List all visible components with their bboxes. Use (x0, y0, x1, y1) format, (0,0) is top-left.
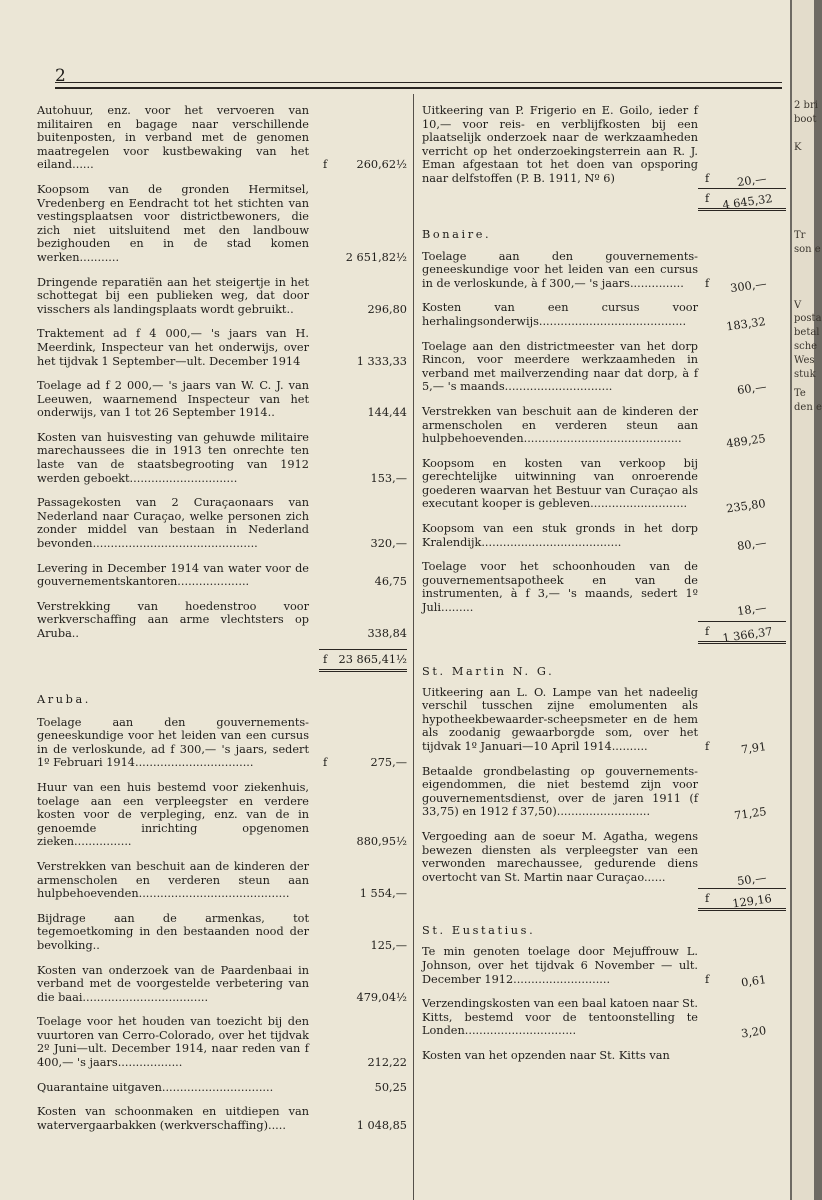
ledger-entry (37, 431, 409, 485)
entry-amount: 80,— (736, 535, 767, 553)
ledger-entry (422, 249, 787, 295)
adjacent-page-fragment: den e (794, 402, 822, 413)
entry-amount: 296,80 (367, 302, 407, 316)
ledger-entry (37, 912, 409, 953)
entry-description: Kosten van schoonmaken en uitdiepen van watervergaarbakken (werkverschaffing)..... (37, 1105, 309, 1132)
ledger-entry (422, 339, 787, 398)
entry-amount: 50,— (736, 870, 767, 888)
ledger-entry (422, 301, 787, 334)
entry-amount: 0,61 (740, 972, 767, 990)
ledger-entry (422, 1049, 787, 1063)
entry-description: Dringende reparatiën aan het steigertje in het schottegat bij een publieken weg, dat door visschers als landingsplaats wordt gebruikt.. (37, 275, 309, 316)
total-amount: 23 865,41½ (338, 652, 407, 666)
currency-symbol: f (323, 652, 328, 666)
entry-amount: 71,25 (733, 805, 767, 823)
ledger-entry (422, 104, 787, 190)
entry-description: Quarantaine uitgaven............................... (37, 1080, 274, 1094)
entry-amount: 60,— (736, 380, 767, 398)
entry-amount: 144,44 (367, 406, 407, 420)
ledger-entry (37, 104, 409, 172)
entry-description: Kosten van een cursus voor herhalingsonderwijs......................................... (422, 301, 698, 328)
entry-description: Uitkeering van P. Frigerio en E. Goilo, ieder f 10,— voor reis- en verblijfkosten bij een plaatselijk onderzoek naar de werkzaamheden verricht op het onderzoekingsterrein aan R. J. Eman afgestaan tot het doen van opsporing naar delfstoffen (P. B. 1911, Nº 6) (422, 104, 698, 185)
adjacent-page-fragment: Te (794, 388, 806, 399)
total-rule (319, 649, 407, 650)
entry-description: Kosten van huisvesting van gehuwde militaire marechaussees die in 1913 ten onrechte ten laste van de staatsbegrooting van 1912 werden geboekt.............................. (37, 430, 309, 485)
adjacent-page-fragment: boot (794, 114, 817, 125)
entry-description: Verzendingskosten van een baal katoen naar St. Kitts, bestemd voor de tentoonstelling te Londen............................... (422, 997, 699, 1038)
currency-symbol: f (323, 756, 328, 770)
entry-amount: 125,— (370, 938, 407, 952)
header-rule-thick (55, 87, 782, 89)
entry-amount: 20,— (736, 172, 767, 190)
entry-amount: 46,75 (374, 575, 407, 589)
entry-description: Traktement ad f 4 000,— 's jaars van H. Meerdink, Inspecteur van het onderwijs, over het tijdvak 1 September—ult. December 1914 (37, 327, 309, 368)
entry-description: Vergoeding aan de soeur M. Agatha, wegens bewezen diensten als verpleegster van een verwonden marechaussee, gedurende diens overtocht van St. Martin naar Curaçao...... (422, 829, 698, 884)
section-heading: Aruba. (37, 692, 91, 706)
entry-amount: 183,32 (725, 315, 767, 334)
entry-amount: 479,04½ (356, 990, 407, 1004)
entry-description: Toelage aan den gouvernements-geneeskundige voor het leiden van een cursus in de verloskunde, à f 300,— 's jaars............... (422, 249, 698, 290)
ledger-entry (37, 379, 409, 420)
adjacent-page-fragment: K (794, 142, 802, 153)
page-number: 2 (55, 66, 66, 86)
ledger-entry (37, 1015, 409, 1069)
total-double-rule (698, 908, 786, 911)
entry-amount: 1 333,33 (356, 354, 407, 368)
section-heading: Bonaire. (422, 227, 492, 241)
entry-description: Levering in December 1914 van water voor de gouvernementskantoren.................... (37, 561, 309, 589)
entry-description: Verstrekken van beschuit aan de kinderen der armenscholen en verderen steun aan hulpbehoevenden............................................ (422, 404, 698, 446)
ledger-entry (37, 716, 409, 770)
entry-description: Te min genoten toelage door Mejuffrouw L. Johnson, over het tijdvak 6 November — ult. December 1912........................... (422, 945, 698, 986)
entry-amount: 2 651,82½ (345, 250, 407, 264)
entry-amount: 260,62½ (356, 158, 407, 172)
ledger-entry (422, 522, 787, 553)
section-heading: St. Martin N. G. (422, 664, 555, 678)
entry-amount: 7,91 (740, 740, 767, 757)
ledger-entry (422, 685, 787, 757)
ledger-entry (37, 562, 409, 589)
adjacent-page-fragment: betal (794, 327, 820, 338)
adjacent-page-fragment: posta (794, 313, 822, 324)
entry-amount: 153,— (370, 471, 407, 485)
entry-amount: 300,— (729, 276, 767, 295)
entry-amount: 3,20 (740, 1024, 767, 1041)
ledger-entry (37, 964, 409, 1005)
ledger-entry (37, 1105, 409, 1132)
ledger-entry (37, 781, 409, 849)
column-divider (413, 94, 414, 1200)
section-heading: St. Eustatius. (422, 924, 536, 938)
ledger-entry (37, 276, 409, 317)
section-total (422, 621, 787, 643)
entry-description: Huur van een huis bestemd voor ziekenhuis, toelage aan een verpleegster en verdere kosten voor de verpleging, enz. van de in genoemde inrichting opgenomen zieken................ (37, 780, 309, 849)
entry-description: Toelage voor het houden van toezicht bij den vuurtoren van Cerro-Colorado, over het tijdvak 2º Juni—ult. December 1914, naar reden van f 400,— 's jaars.................. (37, 1015, 309, 1070)
right-column (422, 104, 787, 1063)
currency-symbol: f (705, 191, 710, 205)
currency-symbol: f (705, 171, 710, 185)
total-amount: 129,16 (732, 892, 773, 911)
ledger-entry (37, 183, 409, 265)
total-double-rule (698, 641, 786, 644)
ledger-entry (422, 404, 787, 451)
entry-description: Bijdrage aan de armenkas, tot tegemoetkoming in den bestaanden nood der bevolking.. (37, 911, 309, 952)
entry-description: Passagekosten van 2 Curaçaonaars van Nederland naar Curaçao, welke personen zich zonder middel van bestaan in Nederland bevonden.............................................. (37, 496, 309, 551)
entry-description: Uitkeering aan L. O. Lampe van het nadeelig verschil tusschen zijne emolumenten als hypotheekbewaarder-scheepsmeter en de hem als zoodanig gewaarborgde som, over het tijdvak 1º Januari—10 April 1914.......... (422, 685, 698, 753)
adjacent-page-fragment: V (794, 300, 802, 311)
header-rule (55, 82, 782, 83)
ledger-entry (422, 764, 787, 823)
entry-description: Koopsom van een stuk gronds in het dorp Kralendijk....................................... (422, 522, 698, 549)
ledger-entry (37, 600, 409, 641)
entry-description: Betaalde grondbelasting op gouvernements-eigendommen, die niet bestemd zijn voor gouvernementsdienst, over de jaren 1911 (f 33,75) en 1912 f 37,50).......................... (422, 764, 698, 819)
ledger-entry (422, 945, 787, 990)
ledger-entry (422, 560, 787, 619)
entry-amount: 320,— (370, 537, 407, 551)
entry-description: Kosten van het opzenden naar St. Kitts van (422, 1048, 670, 1062)
ledger-entry (422, 997, 787, 1041)
total-double-rule (319, 669, 407, 672)
total-rule (698, 888, 786, 889)
entry-amount: 235,80 (725, 497, 767, 516)
entry-description: Toelage ad f 2 000,— 's jaars van W. C. J. van Leeuwen, waarnemend Inspecteur van het onderwijs, van 1 tot 26 September 1914.. (37, 379, 309, 420)
entry-amount: 338,84 (367, 627, 407, 640)
adjacent-page-fragment: stuk (794, 369, 816, 380)
total-double-rule (698, 208, 786, 211)
entry-description: Koopsom van de gronden Hermitsel, Vredenberg en Eendracht tot het stichten van vestingsplaatsen voor districtbewoners, die zich niet uitsluitend met den landbouw bezighouden en in de stad komen werken........... (37, 182, 309, 264)
adjacent-page-edge (792, 0, 822, 1200)
ledger-entry (37, 1081, 409, 1095)
total-rule (698, 188, 786, 189)
entry-amount: 880,95½ (356, 835, 407, 849)
adjacent-page-fragment: 2 bri (794, 100, 818, 111)
adjacent-page-fragment: Tr (794, 230, 806, 241)
adjacent-page-fragment: Wes (794, 355, 815, 366)
entry-amount: 1 048,85 (356, 1118, 407, 1132)
entry-description: Toelage voor het schoonhouden van de gouvernementsapotheek en van de instrumenten, à f 3,— 's maands, sedert 1º Juli......... (422, 560, 698, 615)
entry-amount: 212,22 (367, 1056, 407, 1070)
ledger-entry (37, 496, 409, 550)
entry-amount: 1 554,— (359, 887, 407, 901)
ledger-entry (37, 860, 409, 901)
ledger-entry (422, 456, 787, 516)
entry-amount: 489,25 (725, 432, 767, 451)
entry-description: Toelage aan den gouvernements-geneeskundige voor het leiden van een cursus in de verloskunde, ad f 300,— 's jaars, sedert 1º Februari 1914................................. (37, 715, 309, 770)
currency-symbol: f (705, 972, 710, 986)
entry-amount: 18,— (736, 601, 767, 619)
entry-description: Toelage aan den districtmeester van het dorp Rincon, voor meerdere werkzaamheden in verband met mailverzending naar dat dorp, à f 5,— 's maands.............................. (422, 339, 698, 394)
entry-description: Kosten van onderzoek van de Paardenbaai in verband met de voorgestelde verbetering van die baai................................... (37, 963, 309, 1004)
section-total (422, 888, 787, 910)
currency-symbol: f (705, 624, 710, 638)
currency-symbol: f (323, 158, 328, 172)
currency-symbol: f (705, 740, 710, 753)
section-total (422, 188, 787, 210)
total-rule (698, 621, 786, 622)
total-amount: 4 645,32 (721, 191, 773, 212)
entry-description: Verstrekking van hoedenstroo voor werkverschaffing aan arme vlechtsters op Aruba.. (37, 599, 309, 640)
total-amount: 1 366,37 (721, 624, 773, 645)
left-column (37, 104, 409, 1132)
currency-symbol: f (705, 892, 710, 906)
adjacent-page-fragment: son e (794, 244, 821, 255)
adjacent-page-fragment: sche (794, 341, 818, 352)
ledger-entry (37, 327, 409, 368)
entry-amount: 275,— (370, 756, 407, 770)
entry-description: Autohuur, enz. voor het vervoeren van militairen en bagage naar verschillende buitenposten, in verband met de genomen maatregelen voor kustbewaking van het eiland...... (37, 104, 309, 172)
section-total (37, 649, 409, 671)
currency-symbol: f (705, 276, 710, 290)
ledger-entry (422, 829, 787, 888)
entry-amount: 50,25 (374, 1080, 407, 1094)
entry-description: Koopsom en kosten van verkoop bij gerechtelijke uitwinning van onroerende goederen waarvan het Bestuur van Curaçao als executant kooper is gebleven........................... (422, 456, 698, 511)
entry-description: Verstrekken van beschuit aan de kinderen der armenscholen en verderen steun aan hulpbehoevenden.......................................... (37, 859, 309, 901)
